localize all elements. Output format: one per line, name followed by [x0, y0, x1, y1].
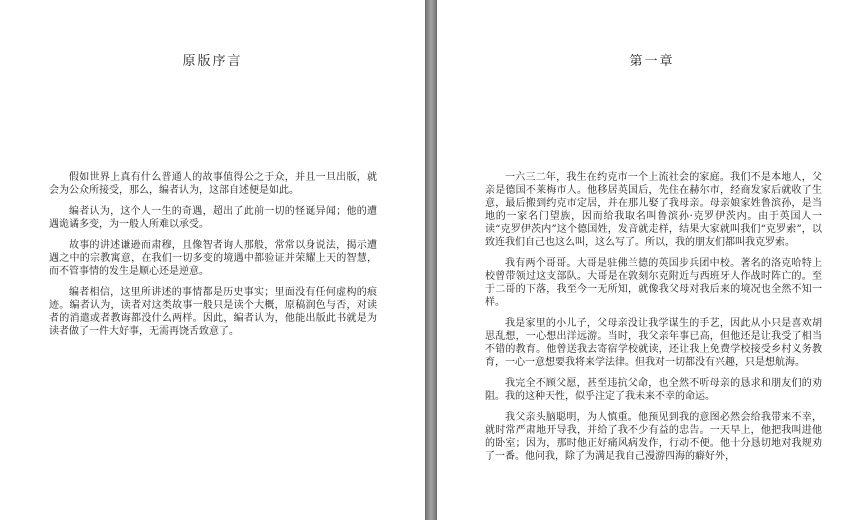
paragraph: 编者认为，这个人一生的奇遇，超出了此前一切的怪诞异闻；他的遭遇诡谲多变，为一般人所难以承受。 — [49, 206, 377, 230]
left-page — [0, 0, 425, 520]
paragraph: 我是家里的小儿子，父母亲没让我学谋生的手艺，因此从小只是喜欢胡思乱想，一心想出洋远游。当时，我父亲年事已高，但他还是让我受了相当不错的教育。他曾送我去寄宿学校就读，还让我上免费学校接受乡村义务教育，一心一意想要我将来学法律。但我对一切都没有兴趣，只是想航海。 — [485, 318, 822, 368]
page-title: 原版序言 — [182, 54, 243, 69]
paragraph: 故事的讲述谦逊而肃穆，且像智者询人那般，常常以身说法，揭示遭遇之中的宗教寓意，在我们一切多变的境遇中都验证并荣耀上天的智慧，而不管事情的发生是顺心还是逆意。 — [49, 240, 377, 277]
paragraph: 编者相信，这里所讲述的事情都是历史事实；里面没有任何虚构的痕迹。编者认为，读者对这类故事一般只是读个大概，原稿润色与否，对读者的消遣或者教诲都没什么两样。因此，编者认为，他能出版此书就是为读者做了一件大好事，无需再饶舌致意了。 — [49, 287, 377, 337]
paragraph: 我完全不顾父愿，甚至违抗父命，也全然不听母亲的恳求和朋友们的劝阻。我的这种天性，似乎注定了我未来不幸的命运。 — [485, 378, 822, 402]
page-body — [485, 171, 822, 471]
paragraph: 假如世界上真有什么普通人的故事值得公之于众，并且一旦出版，就会为公众所接受，那么，编者认为，这部自述便是如此。 — [49, 172, 377, 196]
page-gutter — [425, 0, 437, 520]
chapter-title: 第一章 — [629, 54, 675, 69]
paragraph: 我父亲头脑聪明，为人慎重。他预见到我的意图必然会给我带来不幸，就时常严肃地开导我，并给了我不少有益的忠告。一天早上，他把我叫进他的卧室；因为，那时他正好痛风病发作，行动不便。他十分恳切地对我规劝了一番。他问我，除了为满足我自己漫游四海的癖好外， — [485, 412, 822, 462]
page-body — [49, 171, 377, 346]
paragraph: 我有两个哥哥。大哥是驻佛兰德的英国步兵团中校。著名的洛克哈特上校曾带领过这支部队。大哥是在敦刻尔克附近与西班牙人作战时阵亡的。至于二哥的下落，我至今一无所知，就像我父母对我后来的境况也全然不知一样。 — [485, 258, 822, 308]
gutter-shade — [426, 0, 436, 520]
right-page — [437, 0, 867, 520]
paragraph: 一六三二年，我生在约克市一个上流社会的家庭。我们不是本地人，父亲是德国不莱梅市人。他移居英国后，先住在赫尔市，经商发家后就收了生意，最后搬到约克市定居，并在那儿娶了我母亲。母亲娘家姓鲁滨孙，是当地的一家名门望族，因而给我取名叫鲁滨孙·克罗伊茨内。由于英国人一读“克罗伊茨内”这个德国姓，发音就走样，结果大家就叫我们“克罗索”，以致连我们自己也这么叫，这么写了。所以，我的朋友们都叫我克罗索。 — [485, 172, 822, 248]
